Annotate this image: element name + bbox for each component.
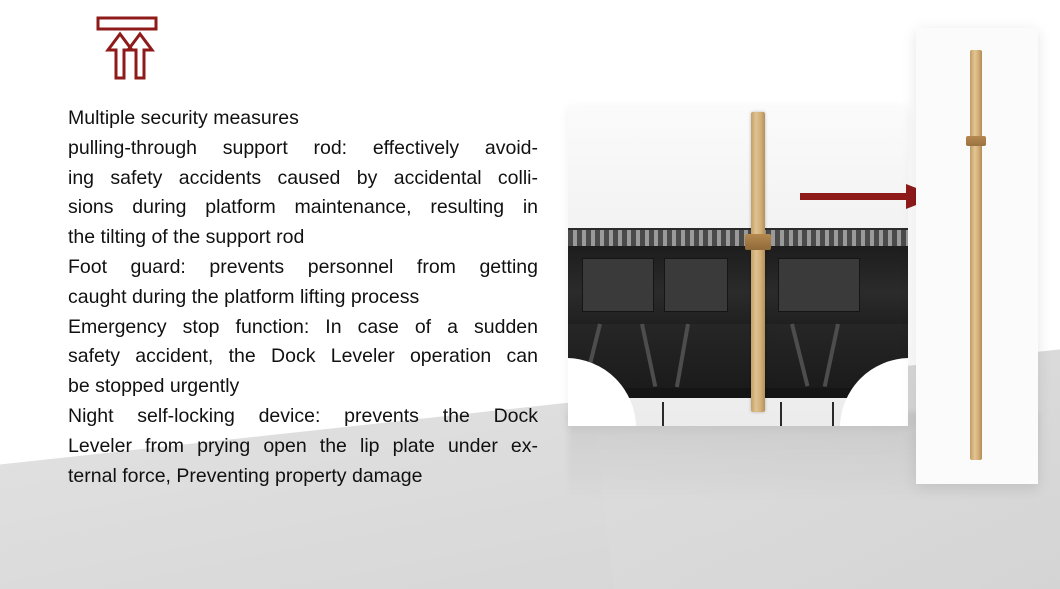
text-line: ternal force, Preventing property damage — [68, 464, 423, 487]
text-line: pulling-through support rod: effectively avoid- — [68, 136, 538, 159]
text-line: sions during platform maintenance, resulting in — [68, 196, 538, 219]
text-line: ing safety accidents caused by accidental colli- — [68, 166, 538, 189]
text-line: the tilting of the support rod — [68, 226, 305, 249]
text-line: Night self-locking device: prevents the Dock — [68, 404, 538, 427]
text-line: caught during the platform lifting process — [68, 285, 420, 308]
photo-dark-box — [582, 258, 654, 312]
body-text-block — [68, 104, 538, 491]
photo-dark-box — [664, 258, 728, 312]
up-arrows-icon — [92, 14, 162, 82]
photo-strut — [823, 324, 840, 387]
text-line: Multiple security measures — [68, 107, 299, 129]
photo-foot-bracket — [780, 402, 834, 426]
photo-struts — [568, 324, 908, 388]
support-rod-tip — [966, 136, 986, 146]
text-line: Foot guard: prevents personnel from getting — [68, 255, 538, 278]
inset-photo — [916, 28, 1038, 484]
photo-strut — [790, 324, 809, 387]
photo-strut — [640, 324, 657, 387]
support-rod — [751, 112, 765, 412]
text-line: safety accident, the Dock Leveler operation can — [68, 345, 538, 368]
text-line: Emergency stop function: In case of a sudden — [68, 315, 538, 338]
text-line: be stopped urgently — [68, 375, 240, 398]
support-rod-collar — [745, 234, 771, 250]
main-photo — [568, 106, 908, 426]
photo-lower-body — [568, 246, 908, 426]
photo-composition — [560, 0, 1060, 520]
photo-dark-box — [778, 258, 860, 312]
photo-strut — [675, 324, 690, 388]
text-line: Leveler from prying open the lip plate under ex- — [68, 434, 538, 457]
photo-dark-band — [568, 246, 908, 324]
support-rod-closeup — [970, 50, 982, 460]
